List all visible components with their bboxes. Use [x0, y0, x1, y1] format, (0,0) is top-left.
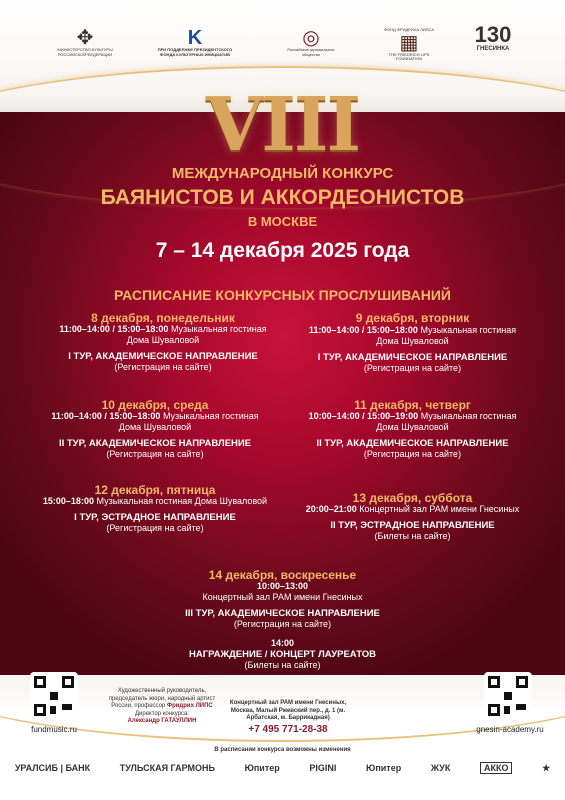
rmo-logo [282, 28, 340, 57]
sponsor-akko: АККО [480, 762, 513, 774]
schedule-title: РАСПИСАНИЕ КОНКУРСНЫХ ПРОСЛУШИВАНИЙ [114, 287, 451, 303]
site-left[interactable]: fundmusic.ru [31, 725, 77, 734]
day-time: 10:00–13:00 [256, 581, 309, 591]
sponsor-row [0, 762, 565, 774]
day-heading: 14 декабря, воскресенье [208, 568, 357, 582]
day-registration: (Регистрация на сайте) [106, 523, 204, 533]
day-round: II ТУР, АКАДЕМИЧЕСКОЕ НАПРАВЛЕНИЕ [316, 438, 509, 449]
day-place: Музыкальная гостиная Дома Шуваловой [376, 411, 517, 432]
day-heading: 8 декабря, понедельник [91, 311, 235, 325]
day-heading: 13 декабря, суббота [352, 491, 473, 505]
day-heading: 9 декабря, вторник [355, 311, 470, 325]
day-heading: 12 декабря, пятница [94, 483, 216, 497]
sponsor-emblem-icon: ★ [542, 762, 551, 773]
schedule-note: В расписании конкурса возможны изменения [214, 747, 351, 753]
day-round: I ТУР, АКАДЕМИЧЕСКОЕ НАПРАВЛЕНИЕ [68, 351, 258, 362]
day-time: 11:00–14:00 / 15:00–18:00 [308, 325, 418, 335]
title-line-3: В МОСКВЕ [247, 214, 318, 229]
gnesin-logo [472, 24, 514, 53]
day-round: II ТУР, ЭСТРАДНОЕ НАПРАВЛЕНИЕ [330, 520, 495, 531]
day-place: Музыкальная гостиная Дома Шуваловой [118, 411, 259, 432]
day-registration: (Регистрация на сайте) [363, 449, 462, 459]
eagle-icon: ✥ [76, 27, 94, 49]
day-time: 20:00–21:00 [305, 504, 357, 514]
credits-director-role: Художественный руководитель, председатель жюри, народный артист России, профессор [108, 688, 216, 709]
day-place: Концертный зал РАМ имени Гнесиных [202, 592, 363, 602]
day-registration: (Регистрация на сайте) [363, 363, 462, 373]
sponsor-zhuk: ЖУК [430, 763, 451, 773]
accordion-icon: ▦ [399, 31, 419, 54]
day-heading: 10 декабря, среда [101, 398, 209, 412]
day-time: 11:00–14:00 / 15:00–18:00 [59, 324, 169, 334]
credits-manager-name: Александр ГАТАУЛЛИН [127, 718, 197, 724]
day-heading: 11 декабря, четверг [354, 398, 471, 412]
credits-manager-role: Директор конкурса: [134, 710, 190, 717]
day-registration: (Регистрация на сайте) [114, 362, 212, 372]
day-block-13 [300, 493, 525, 542]
awards-title: НАГРАЖДЕНИЕ / КОНЦЕРТ ЛАУРЕАТОВ [188, 649, 377, 660]
lips-logo-text: ФОНД ФРИДРИХА ЛИПСА [384, 27, 434, 32]
title-line-2: БАЯНИСТОВ И АККОРДЕОНИСТОВ [100, 186, 465, 209]
lips-logo [378, 28, 440, 62]
day-round: III ТУР, АКАДЕМИЧЕСКОЕ НАПРАВЛЕНИЕ [185, 608, 380, 619]
sponsor-uralsib: УРАЛСИБ | БАНК [14, 763, 91, 773]
day-place: Музыкальная гостиная Дома Шуваловой [126, 324, 267, 345]
day-round: II ТУР, АКАДЕМИЧЕСКОЕ НАПРАВЛЕНИЕ [58, 438, 252, 449]
awards-tickets: (Билеты на сайте) [244, 660, 321, 670]
day-time: 15:00–18:00 [42, 496, 94, 506]
awards-time: 14:00 [270, 638, 295, 648]
day-registration: (Билеты на сайте) [374, 531, 451, 541]
gnesin-logo-number: 130 [474, 22, 512, 47]
phone-number[interactable]: +7 495 771-28-38 [248, 724, 328, 735]
day-block-9 [300, 313, 525, 374]
day-registration: (Регистрация на сайте) [106, 449, 204, 459]
venue-address: Концертный зал РАМ имени Гнесиных, Москва, Малый Ржевский пер., д. 1 (м. Арбатская, м. Баррикадная) [229, 700, 347, 721]
qr-code-left[interactable] [30, 672, 78, 720]
day-place: Музыкальная гостиная Дома Шуваловой [96, 496, 268, 506]
sponsor-pigini: PIGINI [309, 763, 337, 773]
ministry-logo-text: МИНИСТЕРСТВО КУЛЬТУРЫ РОССИЙСКОЙ ФЕДЕРАЦИИ [57, 47, 113, 57]
day-time: 10:00–14:00 / 15:00–19:00 [308, 411, 419, 421]
day-block-8 [58, 313, 268, 373]
credits-director-name: Фридрих ЛИПС [166, 703, 213, 709]
edition-numeral: VIII [205, 82, 360, 168]
credits [102, 688, 222, 726]
gnesin-logo-text: ГНЕСИНКА [476, 46, 510, 52]
pfki-logo [150, 28, 240, 57]
sponsor-jupiter-2: Юпитер [366, 763, 402, 773]
day-place: Музыкальная гостиная Дома Шуваловой [376, 325, 517, 346]
day-place: Концертный зал РАМ имени Гнесиных [359, 504, 520, 514]
day-block-11 [300, 400, 525, 460]
day-block-10 [40, 400, 270, 460]
sponsor-jupiter-1: Юпитер [244, 763, 280, 773]
event-dates: 7 – 14 декабря 2025 года [155, 239, 410, 262]
day-round: I ТУР, АКАДЕМИЧЕСКОЕ НАПРАВЛЕНИЕ [317, 352, 508, 363]
title-line-1: МЕЖДУНАРОДНЫЙ КОНКУРС [171, 165, 394, 182]
qr-code-right[interactable] [484, 672, 532, 720]
pfki-k-icon: K [187, 27, 203, 49]
day-block-12 [40, 485, 270, 534]
rmo-emblem-icon: ◎ [302, 27, 320, 49]
day-registration: (Регистрация на сайте) [233, 619, 332, 629]
ministry-logo [50, 28, 120, 57]
rmo-logo-text: Российское музыкальное общество [287, 47, 335, 57]
lips-logo-text-en: THE FRIEDRICH LIPS FOUNDATION [388, 51, 430, 62]
sponsor-tula: ТУЛЬСКАЯ ГАРМОНЬ [119, 763, 215, 773]
day-time: 11:00–14:00 / 15:00–18:00 [51, 411, 161, 421]
day-block-14 [150, 570, 415, 671]
day-round: I ТУР, ЭСТРАДНОЕ НАПРАВЛЕНИЕ [74, 512, 236, 523]
site-right[interactable]: gnesin-academy.ru [476, 725, 544, 734]
pfki-logo-text: ПРИ ПОДДЕРЖКЕ ПРЕЗИДЕНТСКОГО ФОНДА КУЛЬТУРНЫХ ИНИЦИАТИВ [157, 47, 233, 57]
